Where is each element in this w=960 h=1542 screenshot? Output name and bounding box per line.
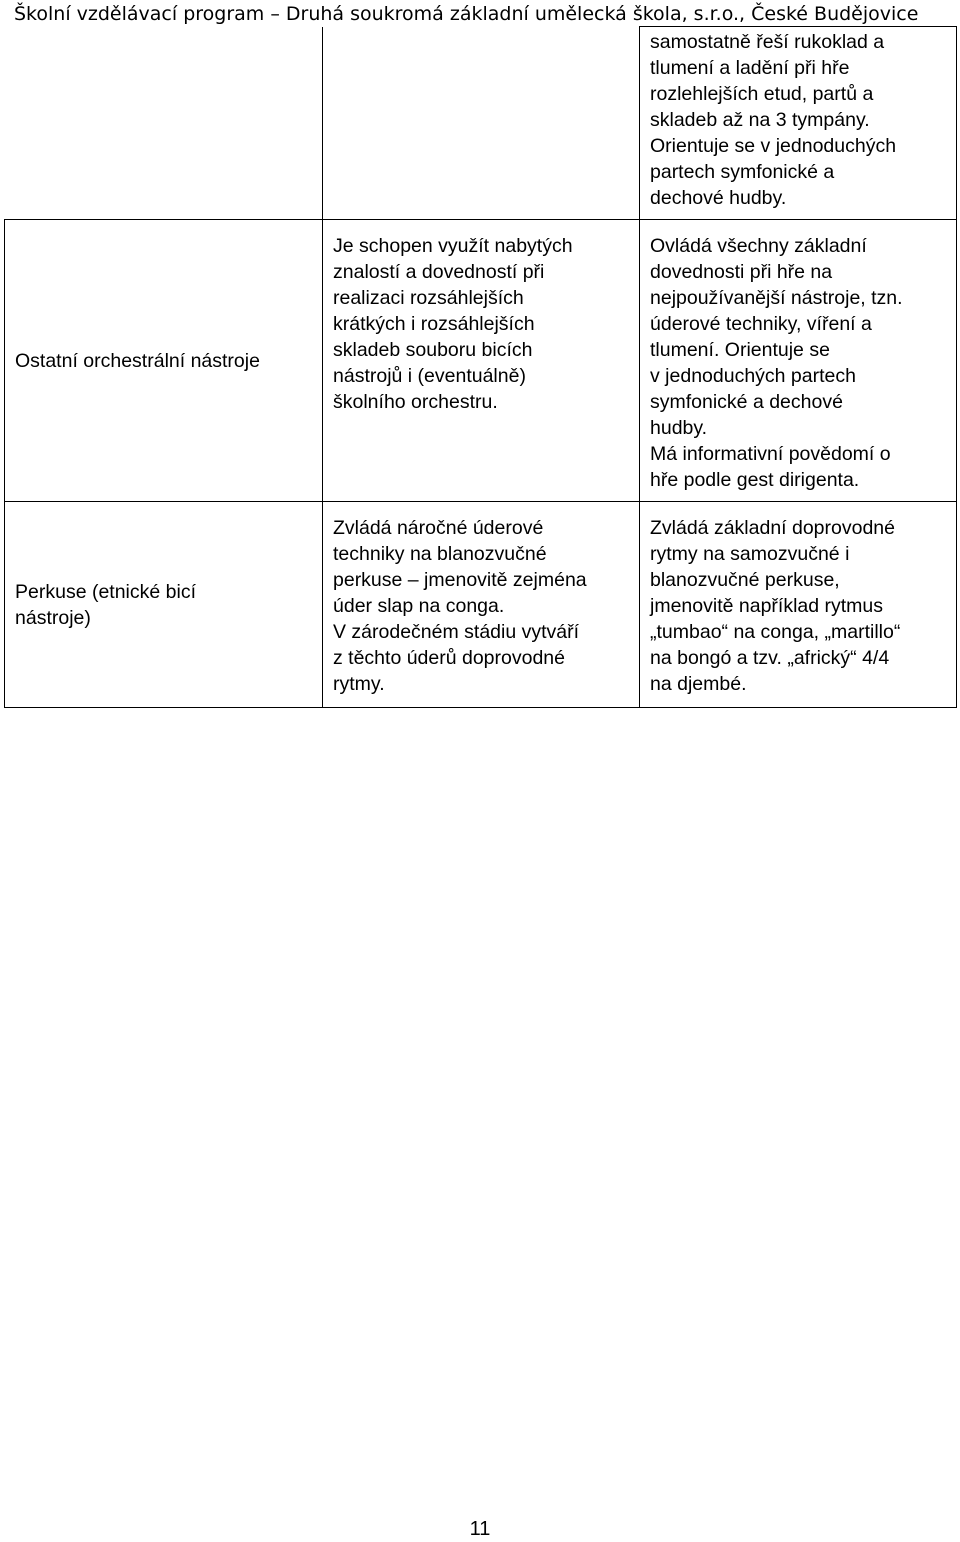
description-text: Zvládá náročné úderové techniky na blanozvučné perkuse – jmenovitě zejména úder slap na conga. V zárodečném stádiu vytváří z těchto úderů doprovodné rytmy. — [333, 517, 587, 695]
description-cell — [323, 502, 640, 708]
instrument-cell — [5, 27, 323, 220]
table-row — [5, 27, 957, 220]
page-number: 11 — [469, 1518, 491, 1540]
page-header: Školní vzdělávací program – Druhá soukromá základní umělecká škola, s.r.o., České Budějovice — [14, 3, 919, 25]
description-cell — [640, 220, 957, 502]
description-text: Ovládá všechny základní dovednosti při hře na nejpoužívanější nástroje, tzn. úderové techniky, víření a tlumení. Orientuje se v jednoduchých partech symfonické a dechové hudby. Má informativní povědomí o hře podle gest dirigenta. — [650, 235, 903, 491]
description-cell — [640, 27, 957, 220]
instrument-name: Perkuse (etnické bicí nástroje) — [15, 580, 196, 629]
instrument-cell — [5, 220, 323, 502]
description-cell — [323, 220, 640, 502]
description-text: Zvládá základní doprovodné rytmy na samozvučné i blanozvučné perkuse, jmenovitě například rytmus „tumbao“ na conga, „martillo“ na bongó a tzv. „africký“ 4/4 na djembé. — [650, 517, 901, 695]
description-text: samostatně řeší rukoklad a tlumení a ladění při hře rozlehlejších etud, partů a skladeb až na 3 tympány. Orientuje se v jednoduchých partech symfonické a dechové hudby. — [650, 31, 897, 209]
description-cell — [640, 502, 957, 708]
table-row — [5, 220, 957, 502]
instrument-name: Ostatní orchestrální nástroje — [15, 349, 260, 372]
description-cell — [323, 27, 640, 220]
curriculum-table — [4, 26, 957, 708]
description-text: Je schopen využít nabytých znalostí a dovedností při realizaci rozsáhlejších krátkých i rozsáhlejších skladeb souboru bicích nástrojů i (eventuálně) školního orchestru. — [333, 235, 573, 413]
table-row — [5, 502, 957, 708]
instrument-cell — [5, 502, 323, 708]
